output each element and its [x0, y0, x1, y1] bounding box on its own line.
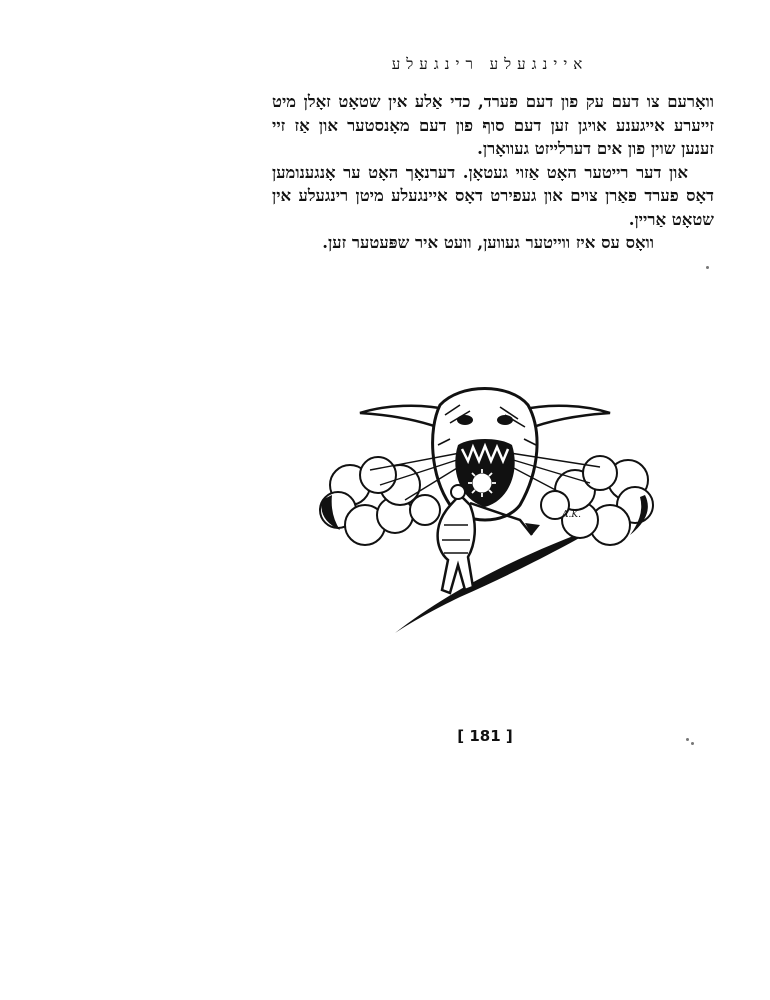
paragraph-1: וואָרעם צו דעם עק פון דעם פערד, כדי אַלע אין שטאָט זאָלן מיט זייערע אייגענע אויגן זען דעם סוף פון דעם מאָנסטער און אַז זיי זענען שוין פון אים דערלייזט געוואָרן. [272, 92, 714, 158]
page-number: [ 181 ] [457, 727, 513, 745]
paragraph-2: און דער רייטער האָט אַזוי געטאָן. דערנאָך האָט ער אָנגענומען דאָס פערד פאַרן צוים און געפירט דאָס איינגעלע מיטן רינגעלע אין שטאָט אַריין. [272, 162, 714, 229]
artist-signature: A.K. [562, 510, 581, 520]
sun-in-mouth [473, 474, 491, 492]
paper-speck [691, 742, 694, 745]
right-eye [497, 415, 513, 425]
paper-speck [706, 266, 709, 269]
monster-illustration [310, 375, 660, 640]
knight-body [438, 495, 475, 593]
paragraph-3: וואָס עס איז ווייטער געווען, וועט איר שפּעטער זען. [322, 233, 654, 252]
running-head: איינגעלע רינגעלע [391, 55, 589, 73]
knight-head [451, 485, 465, 499]
paper-speck [686, 738, 689, 741]
ground-slope [395, 525, 602, 633]
right-cloud [541, 456, 653, 545]
left-cloud [320, 457, 440, 545]
body-text [272, 90, 714, 255]
left-eye [457, 415, 473, 425]
